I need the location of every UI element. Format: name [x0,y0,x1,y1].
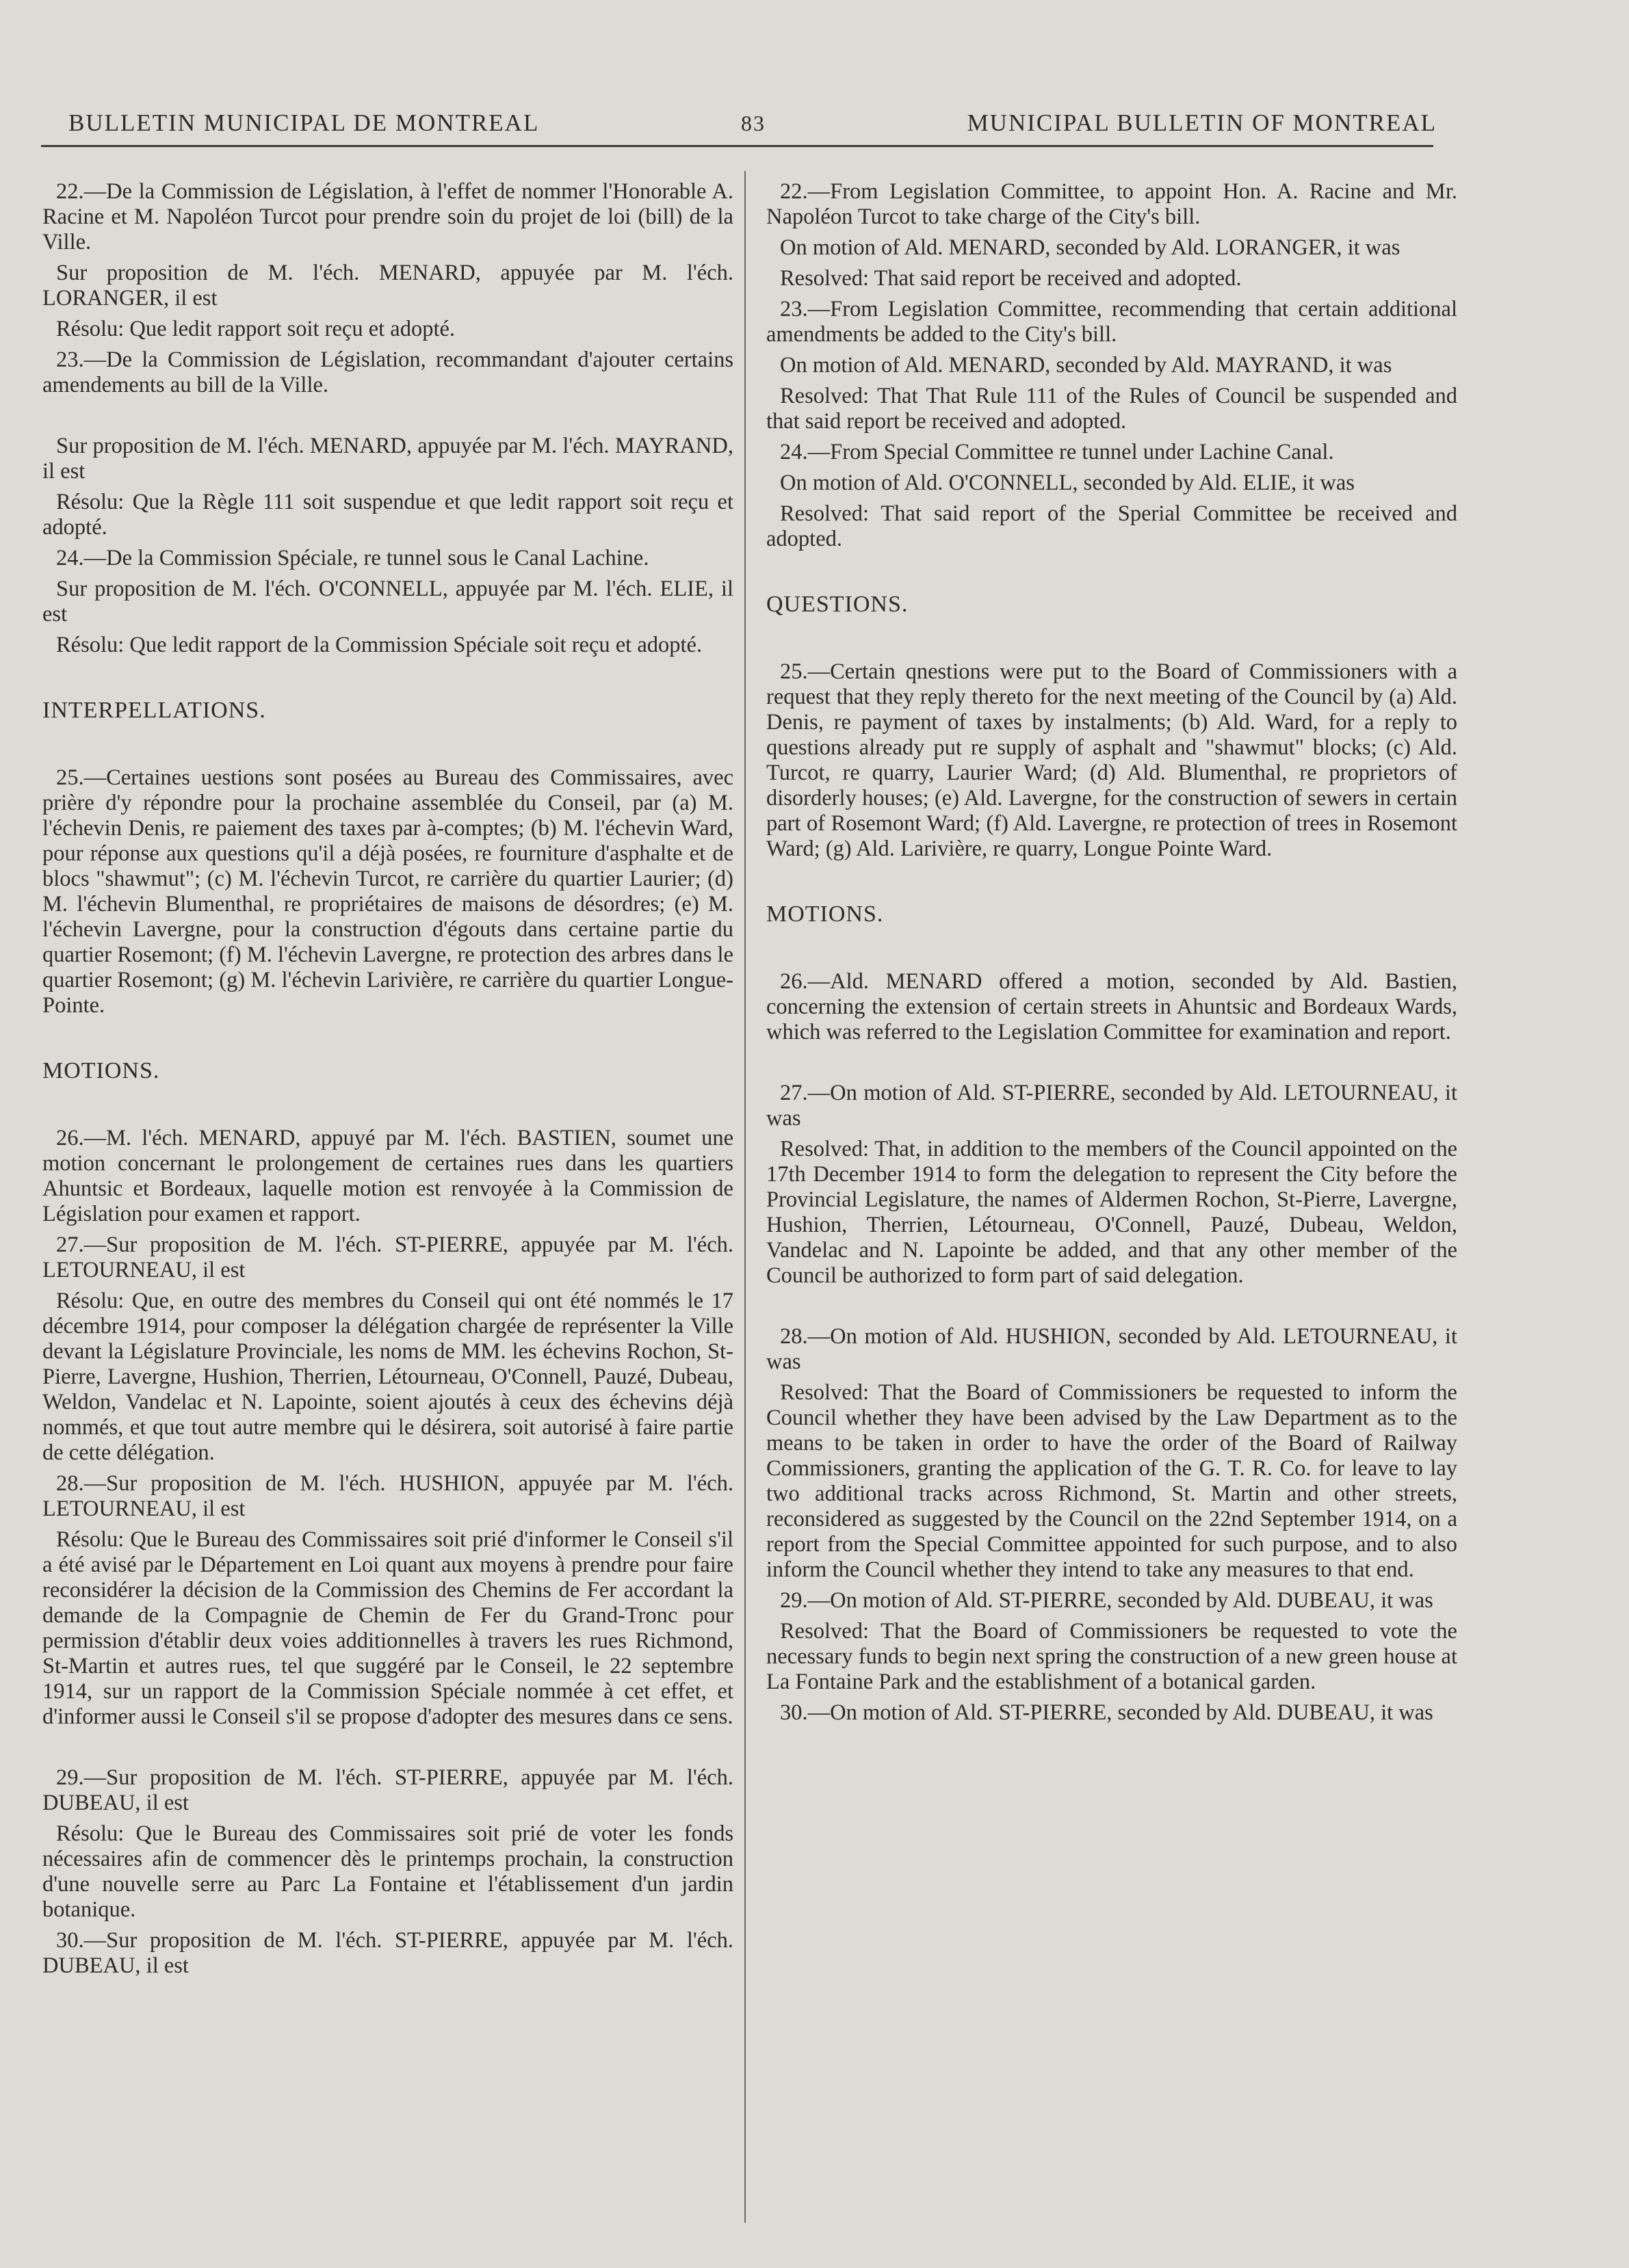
item-26: 26.—Ald. MENARD offered a motion, seconded by Ald. Bastien, concerning the extension of certain streets in Ahuntsic and Bordeaux Wards, which was referred to the Legislation Committee for examination and report. [766,969,1457,1044]
column-divider [744,171,746,2223]
item-22-resolution: Resolved: That said report be received and adopted. [780,266,1242,291]
item-27: 27.—Sur proposition de M. l'éch. ST-PIERRE, appuyée par M. l'éch. LETOURNEAU, il est [42,1232,733,1282]
item-22-motion: Sur proposition de M. l'éch. MENARD, appuyée par M. l'éch. LORANGER, il est [42,261,733,311]
item-22: 22.—From Legislation Committee, to appoint Hon. A. Racine and Mr. Napoléon Turcot to take charge of the City's bill. [766,179,1457,229]
item-29: 29.—Sur proposition de M. l'éch. ST-PIERRE, appuyée par M. l'éch. DUBEAU, il est [42,1765,733,1815]
header-left-title: BULLETIN MUNICIPAL DE MONTREAL [68,109,540,136]
item-23: 23.—De la Commission de Législation, recommandant d'ajouter certains amendements au bill de la Ville. [42,347,733,397]
item-22-motion: On motion of Ald. MENARD, seconded by Ald. LORANGER, it was [780,235,1400,260]
item-23-motion: Sur proposition de M. l'éch. MENARD, appuyée par M. l'éch. MAYRAND, il est [42,434,733,484]
item-28: 28.—On motion of Ald. HUSHION, seconded by Ald. LETOURNEAU, it was [766,1324,1457,1374]
item-27: 27.—On motion of Ald. ST-PIERRE, seconded by Ald. LETOURNEAU, it was [766,1081,1457,1131]
item-23: 23.—From Legislation Committee, recommending that certain additional amendments be added to the City's bill. [766,297,1457,347]
item-29-resolution: Resolved: That the Board of Commissioners be requested to vote the necessary funds to begin next spring the construction of a new green house at La Fontaine Park and the establishment of a botanical garden. [766,1619,1457,1694]
item-27-resolution: Resolved: That, in addition to the members of the Council appointed on the 17th December 1914 to form the delegation to represent the City before the Provincial Legislature, the names of Aldermen Rochon, St-Pierre, Lavergne, Hushion, Therrien, Létourneau, O'Connell, Pauzé, Dubeau, Weldon, Vandelac and N. Lapointe be added, and that any other member of the Council be authorized to form part of said delegation. [766,1137,1457,1288]
item-27-resolution: Résolu: Que, en outre des membres du Conseil qui ont été nommés le 17 décembre 1914, pour composer la délégation chargée de représenter la Ville devant la Législature Provinciale, les noms de MM. les échevins Rochon, St-Pierre, Lavergne, Hushion, Therrien, Létourneau, O'Connell, Pauzé, Dubeau, Weldon, Vandelac et N. Lapointe, soient ajoutés à ceux des échevins déjà nommés, et que tout autre membre qui le désirera, soit autorisé à faire partie de cette délégation. [42,1289,733,1465]
item-24: 24.—De la Commission Spéciale, re tunnel sous le Canal Lachine. [56,546,649,570]
french-column [42,179,733,1984]
section-heading-questions: QUESTIONS. [766,592,909,617]
page-header [68,103,1437,144]
header-rule [41,145,1433,147]
item-30: 30.—On motion of Ald. ST-PIERRE, seconded by Ald. DUBEAU, it was [780,1700,1433,1725]
header-right-title: MUNICIPAL BULLETIN OF MONTREAL [967,109,1437,136]
section-heading-motions: MOTIONS. [42,1058,160,1083]
item-24-motion: Sur proposition de M. l'éch. O'CONNELL, appuyée par M. l'éch. ELIE, il est [42,577,733,627]
item-24-motion: On motion of Ald. O'CONNELL, seconded by Ald. ELIE, it was [780,471,1355,495]
item-23-resolution: Resolved: That That Rule 111 of the Rules of Council be suspended and that said report be received and adopted. [766,384,1457,434]
item-28-resolution: Résolu: Que le Bureau des Commissaires soit prié d'informer le Conseil s'il a été avisé par le Département en Loi quant aux moyens à prendre pour faire reconsidérer la décision de la Commission des Chemins de Fer accordant la demande de la Compagnie de Chemin de Fer du Grand-Tronc pour permission d'établir deux voies additionnelles à travers les rues Richmond, St-Martin et autres rues, tel que suggéré par le Conseil, le 22 septembre 1914, sur un rapport de la Commission Spéciale nommée à cet effet, et d'informer aussi le Conseil s'il se propose d'adopter des mesures dans ce sens. [42,1527,733,1729]
page-number: 83 [740,110,766,135]
item-28: 28.—Sur proposition de M. l'éch. HUSHION, appuyée par M. l'éch. LETOURNEAU, il est [42,1471,733,1521]
section-heading-interpellations: INTERPELLATIONS. [42,698,266,723]
item-25: 25.—Certain qnestions were put to the Board of Commissioners with a request that they reply thereto for the next meeting of the Council by (a) Ald. Denis, re payment of taxes by instalments; (b) Ald. Ward, for a reply to questions already put re supply of asphalt and "shawmut" blocks; (c) Ald. Turcot, re quarry, Laurier Ward; (d) Ald. Blumenthal, re proprietors of disorderly houses; (e) Ald. Lavergne, for the construction of sewers in certain part of Rosemont Ward; (f) Ald. Lavergne, re protection of trees in Rosemont Ward; (g) Ald. Larivière, re quarry, Longue Pointe Ward. [766,659,1457,861]
item-24-resolution: Résolu: Que ledit rapport de la Commission Spéciale soit reçu et adopté. [56,633,703,657]
item-28-resolution: Resolved: That the Board of Commissioners be requested to inform the Council whether they have been advised by the Law Department as to the means to be taken in order to have the order of the Board of Railway Commissioners, granting the application of the G. T. R. Co. for leave to lay two additional tracks across Richmond, St. Martin and other streets, reconsidered as suggested by the Council on the 22nd September 1914, on a report from the Special Committee appointed for such purpose, and to also inform the Council whether they intend to take any measures to that end. [766,1380,1457,1582]
item-24-resolution: Resolved: That said report of the Sperial Committee be received and adopted. [766,501,1457,551]
item-22-resolution: Résolu: Que ledit rapport soit reçu et adopté. [56,317,456,341]
item-22: 22.—De la Commission de Législation, à l'effet de nommer l'Honorable A. Racine et M. Napoléon Turcot pour prendre soin du projet de loi (bill) de la Ville. [42,179,733,254]
item-23-resolution: Résolu: Que la Règle 111 soit suspendue et que ledit rapport soit reçu et adopté. [42,490,733,540]
item-29-resolution: Résolu: Que le Bureau des Commissaires soit prié de voter les fonds nécessaires afin de commencer dès le printemps prochain, la construction d'une nouvelle serre au Parc La Fontaine et l'établissement d'un jardin botanique. [42,1821,733,1922]
item-26: 26.—M. l'éch. MENARD, appuyé par M. l'éch. BASTIEN, soumet une motion concernant le prolongement de certaines rues dans les quartiers Ahuntsic et Bordeaux, laquelle motion est renvoyée à la Commission de Législation pour examen et rapport. [42,1126,733,1226]
item-25: 25.—Certaines uestions sont posées au Bureau des Commissaires, avec prière d'y répondre pour la prochaine assemblée du Conseil, par (a) M. l'échevin Denis, re paiement des taxes par à-comptes; (b) M. l'échevin Ward, pour réponse aux questions qu'il a déjà posées, re fourniture d'asphalte et de blocs "shawmut"; (c) M. l'échevin Turcot, re carrière du quartier Laurier; (d) M. l'échevin Blumenthal, re propriétaires de maisons de désordres; (e) M. l'échevin Lavergne, pour la construction d'égouts dans certaine partie du quartier Rosemont; (f) M. l'échevin Lavergne, re protection des arbres dans le quartier Rosemont; (g) M. l'échevin Larivière, re carrière du quartier Longue-Pointe. [42,765,733,1018]
item-30: 30.—Sur proposition de M. l'éch. ST-PIERRE, appuyée par M. l'éch. DUBEAU, il est [42,1928,733,1978]
english-column [766,179,1457,1731]
section-heading-motions: MOTIONS. [766,901,884,927]
item-24: 24.—From Special Committee re tunnel under Lachine Canal. [780,440,1334,464]
item-23-motion: On motion of Ald. MENARD, seconded by Ald. MAYRAND, it was [780,353,1392,378]
item-29: 29.—On motion of Ald. ST-PIERRE, seconded by Ald. DUBEAU, it was [780,1588,1433,1613]
